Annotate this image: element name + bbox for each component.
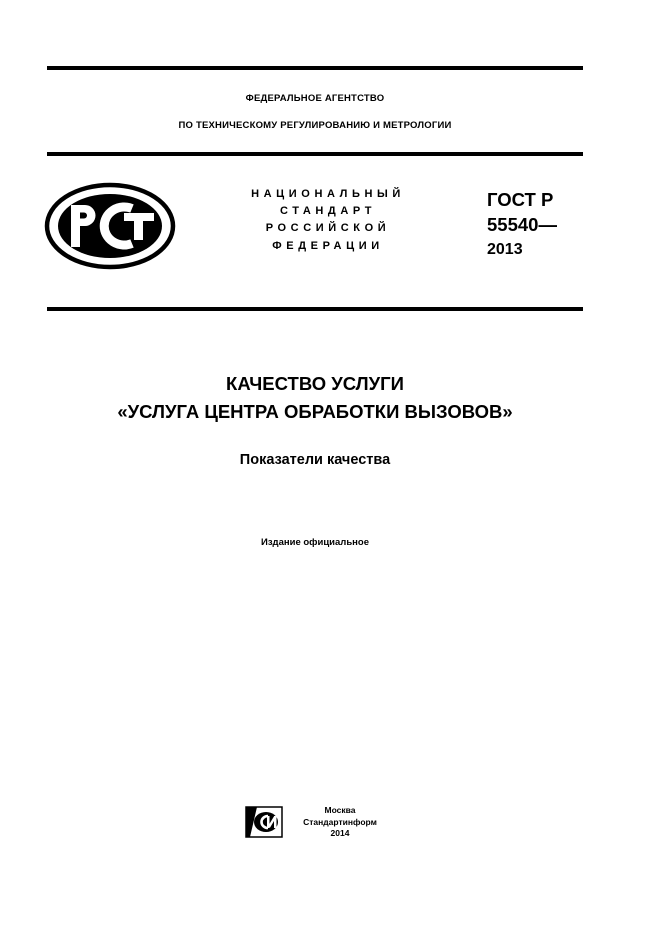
header-rule xyxy=(47,152,583,156)
standard-type xyxy=(230,186,426,255)
top-rule xyxy=(47,66,583,70)
designation-prefix: ГОСТ Р xyxy=(487,189,554,210)
designation-year: 2013 xyxy=(487,241,523,258)
document-subtitle: Показатели качества xyxy=(239,452,391,468)
standard-type-line-2: СТАНДАРТ xyxy=(279,205,377,218)
designation-rule xyxy=(47,307,583,311)
standartinform-logo-icon xyxy=(245,806,283,838)
standard-designation xyxy=(487,187,557,262)
agency-line-1: ФЕДЕРАЛЬНОЕ АГЕНТСТВО xyxy=(245,93,385,104)
publisher-info xyxy=(290,805,390,840)
document-title-line-1: КАЧЕСТВО УСЛУГИ xyxy=(226,373,404,394)
standard-type-line-4: ФЕДЕРАЦИИ xyxy=(272,239,384,252)
document-title-line-2: «УСЛУГА ЦЕНТРА ОБРАБОТКИ ВЫЗОВОВ» xyxy=(117,401,513,422)
edition-note: Издание официальное xyxy=(261,537,369,548)
agency-line-2: ПО ТЕХНИЧЕСКОМУ РЕГУЛИРОВАНИЮ И МЕТРОЛОГИИ xyxy=(178,120,452,131)
publication-year: 2014 xyxy=(330,828,350,838)
publisher-city: Москва xyxy=(324,805,356,815)
rst-logo-icon xyxy=(44,182,176,270)
designation-number: 55540— xyxy=(487,214,557,235)
publisher-name: Стандартинформ xyxy=(303,816,377,827)
standard-type-line-1: НАЦИОНАЛЬНЫЙ xyxy=(251,188,405,200)
standard-type-line-3: РОССИЙСКОЙ xyxy=(265,222,391,235)
